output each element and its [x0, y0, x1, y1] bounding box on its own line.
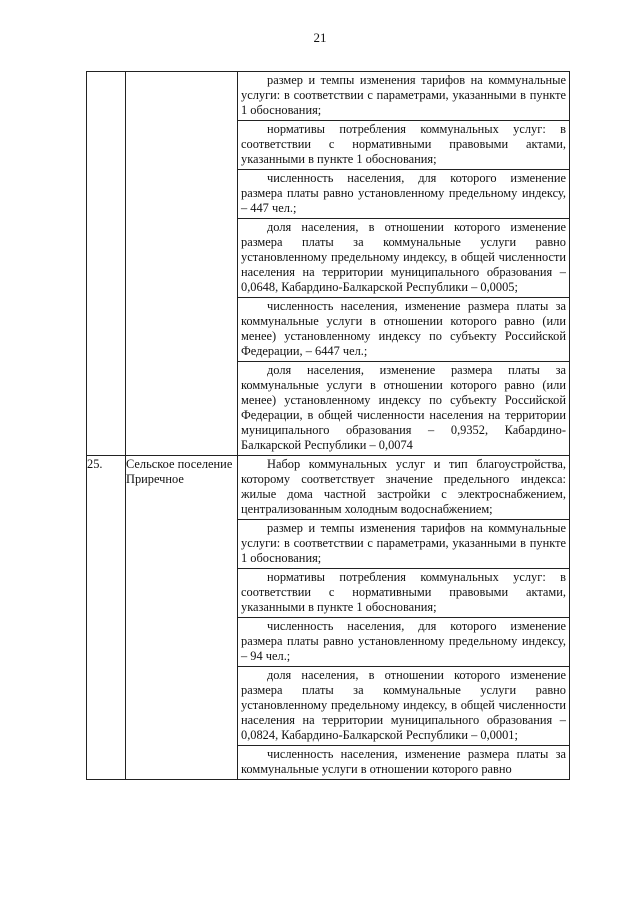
paragraph: доля населения, в отношении которого изменение размера платы за коммунальные услуги равно установленному предельному индексу, в общей численности населения на территории муниципального образования – 0,0824, Кабардино-Балкарской Республики – 0,0001;: [238, 667, 569, 746]
paragraph: Набор коммунальных услуг и тип благоустройства, которому соответствует значение предельного индекса: жилые дома частной застройки с электроснабжением, централизованным холодным водоснабжением;: [238, 456, 569, 520]
table-row: [87, 72, 570, 456]
paragraph: размер и темпы изменения тарифов на коммунальные услуги: в соответствии с параметрами, указанными в пункте 1 обоснования;: [238, 520, 569, 569]
row-content: [238, 456, 570, 780]
paragraph: численность населения, изменение размера платы за коммунальные услуги в отношении которого равно (или менее) установленному индексу по субъекту Российской Федерации, – 6447 чел.;: [238, 298, 569, 362]
page-number: 21: [313, 30, 327, 45]
paragraph: доля населения, в отношении которого изменение размера платы за коммунальные услуги равно установленному предельному индексу, в общей численности населения на территории муниципального образования – 0,0648, Кабардино-Балкарской Республики – 0,0005;: [238, 219, 569, 298]
row-number: [87, 72, 126, 456]
paragraph: численность населения, для которого изменение размера платы равно установленному предельному индексу, – 94 чел.;: [238, 618, 569, 667]
paragraph: нормативы потребления коммунальных услуг: в соответствии с нормативными правовыми актами, указанными в пункте 1 обоснования;: [238, 121, 569, 170]
paragraph: нормативы потребления коммунальных услуг: в соответствии с нормативными правовыми актами, указанными в пункте 1 обоснования;: [238, 569, 569, 618]
settlement-name: Сельское поселение Приречное: [126, 456, 238, 780]
table-row: [87, 456, 570, 780]
tariff-table: [86, 71, 570, 780]
paragraph: доля населения, изменение размера платы за коммунальные услуги в отношении которого равно (или менее) установленному индексу по субъекту Российской Федерации, в общей численности населения на территории муниципального образования – 0,9352, Кабардино-Балкарской Республики – 0,0074: [241, 363, 566, 452]
row-number: 25.: [87, 456, 126, 780]
paragraph: размер и темпы изменения тарифов на коммунальные услуги: в соответствии с параметрами, указанными в пункте 1 обоснования;: [238, 72, 569, 121]
row-content: [238, 72, 570, 456]
paragraph: численность населения, изменение размера платы за коммунальные услуги в отношении которого равно: [241, 747, 566, 776]
paragraph: численность населения, для которого изменение размера платы равно установленному предельному индексу, – 447 чел.;: [238, 170, 569, 219]
settlement-name: [126, 72, 238, 456]
